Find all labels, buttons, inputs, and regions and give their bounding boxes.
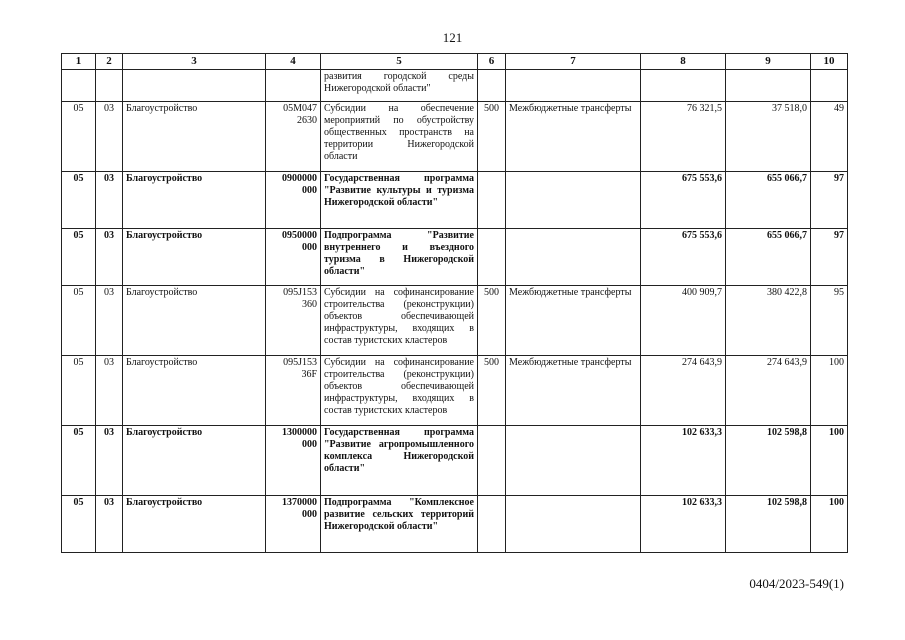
cell-percent: 97 <box>811 172 848 229</box>
cell-subsection <box>96 70 123 102</box>
cell-executed: 380 422,8 <box>726 286 811 356</box>
cell-percent: 100 <box>811 356 848 426</box>
table-row <box>62 229 848 286</box>
cell-subsection: 03 <box>96 356 123 426</box>
cell-section: 05 <box>62 426 96 496</box>
cell-planned: 102 633,3 <box>641 426 726 496</box>
cell-target-code: 0900000 000 <box>266 172 321 229</box>
col-header-4: 4 <box>266 54 321 70</box>
cell-subsection: 03 <box>96 229 123 286</box>
cell-item-name: Подпрограмма "Развитие внутреннего и въездного туризма в Нижегородской области" <box>321 229 478 286</box>
cell-section-name: Благоустройство <box>123 229 266 286</box>
col-header-1: 1 <box>62 54 96 70</box>
cell-section-name <box>123 70 266 102</box>
cell-item-name: Субсидии на софинансирование строительства (реконструкции) объектов обеспечивающей инфраструктуры, входящих в состав туристских кластеров <box>321 286 478 356</box>
cell-target-code: 1300000 000 <box>266 426 321 496</box>
cell-expense-name: Межбюджетные трансферты <box>506 102 641 172</box>
cell-section: 05 <box>62 286 96 356</box>
cell-expense-name <box>506 172 641 229</box>
cell-expense-name <box>506 229 641 286</box>
cell-expense-name: Межбюджетные трансферты <box>506 356 641 426</box>
cell-expense-type: 500 <box>478 356 506 426</box>
cell-section-name: Благоустройство <box>123 426 266 496</box>
cell-section: 05 <box>62 496 96 553</box>
header-row <box>62 54 848 70</box>
cell-executed: 655 066,7 <box>726 229 811 286</box>
cell-executed: 102 598,8 <box>726 426 811 496</box>
cell-item-name: Государственная программа "Развитие культуры и туризма Нижегородской области" <box>321 172 478 229</box>
cell-executed: 274 643,9 <box>726 356 811 426</box>
cell-executed <box>726 70 811 102</box>
cell-executed: 655 066,7 <box>726 172 811 229</box>
cell-section-name: Благоустройство <box>123 496 266 553</box>
cell-section: 05 <box>62 172 96 229</box>
cell-subsection: 03 <box>96 102 123 172</box>
cell-expense-name <box>506 70 641 102</box>
cell-subsection: 03 <box>96 172 123 229</box>
cell-item-name: Подпрограмма "Комплексное развитие сельских территорий Нижегородской области" <box>321 496 478 553</box>
cell-planned: 400 909,7 <box>641 286 726 356</box>
cell-expense-type <box>478 172 506 229</box>
cell-planned <box>641 70 726 102</box>
cell-section: 05 <box>62 102 96 172</box>
cell-expense-name <box>506 426 641 496</box>
table-row <box>62 426 848 496</box>
cell-section-name: Благоустройство <box>123 102 266 172</box>
cell-target-code: 0950000 000 <box>266 229 321 286</box>
table-row <box>62 356 848 426</box>
cell-percent: 100 <box>811 496 848 553</box>
cell-expense-name <box>506 496 641 553</box>
cell-section: 05 <box>62 356 96 426</box>
cell-expense-type <box>478 496 506 553</box>
cell-target-code: 095J153 360 <box>266 286 321 356</box>
cell-subsection: 03 <box>96 496 123 553</box>
cell-section: 05 <box>62 229 96 286</box>
cell-subsection: 03 <box>96 286 123 356</box>
cell-target-code: 05M047 2630 <box>266 102 321 172</box>
cell-target-code <box>266 70 321 102</box>
cell-section-name: Благоустройство <box>123 286 266 356</box>
cell-section <box>62 70 96 102</box>
cell-percent: 49 <box>811 102 848 172</box>
table-row <box>62 172 848 229</box>
cell-expense-name: Межбюджетные трансферты <box>506 286 641 356</box>
budget-table <box>61 53 848 553</box>
table-row <box>62 286 848 356</box>
cell-subsection: 03 <box>96 426 123 496</box>
col-header-8: 8 <box>641 54 726 70</box>
cell-expense-type: 500 <box>478 286 506 356</box>
table-row <box>62 102 848 172</box>
cell-item-name: Субсидии на обеспечение мероприятий по обустройству общественных пространств на территории Нижегородской области <box>321 102 478 172</box>
cell-section-name: Благоустройство <box>123 172 266 229</box>
cell-percent: 100 <box>811 426 848 496</box>
col-header-9: 9 <box>726 54 811 70</box>
document-code: 0404/2023-549(1) <box>749 576 844 591</box>
cell-planned: 76 321,5 <box>641 102 726 172</box>
cell-percent <box>811 70 848 102</box>
table-row <box>62 496 848 553</box>
cell-expense-type <box>478 229 506 286</box>
col-header-6: 6 <box>478 54 506 70</box>
col-header-5: 5 <box>321 54 478 70</box>
cell-expense-type: 500 <box>478 102 506 172</box>
table-row <box>62 70 848 102</box>
cell-planned: 274 643,9 <box>641 356 726 426</box>
cell-planned: 102 633,3 <box>641 496 726 553</box>
cell-item-name: Государственная программа "Развитие агропромышленного комплекса Нижегородской области" <box>321 426 478 496</box>
col-header-2: 2 <box>96 54 123 70</box>
cell-percent: 97 <box>811 229 848 286</box>
cell-executed: 102 598,8 <box>726 496 811 553</box>
cell-section-name: Благоустройство <box>123 356 266 426</box>
col-header-3: 3 <box>123 54 266 70</box>
cell-percent: 95 <box>811 286 848 356</box>
cell-expense-type <box>478 70 506 102</box>
cell-expense-type <box>478 426 506 496</box>
col-header-7: 7 <box>506 54 641 70</box>
col-header-10: 10 <box>811 54 848 70</box>
cell-target-code: 095J153 36F <box>266 356 321 426</box>
cell-target-code: 1370000 000 <box>266 496 321 553</box>
cell-item-name: Субсидии на софинансирование строительства (реконструкции) объектов обеспечивающей инфраструктуры, входящих в состав туристских кластеров <box>321 356 478 426</box>
cell-planned: 675 553,6 <box>641 172 726 229</box>
cell-executed: 37 518,0 <box>726 102 811 172</box>
cell-planned: 675 553,6 <box>641 229 726 286</box>
cell-item-name: развития городской среды Нижегородской области" <box>321 70 478 102</box>
page-number: 121 <box>442 30 463 45</box>
